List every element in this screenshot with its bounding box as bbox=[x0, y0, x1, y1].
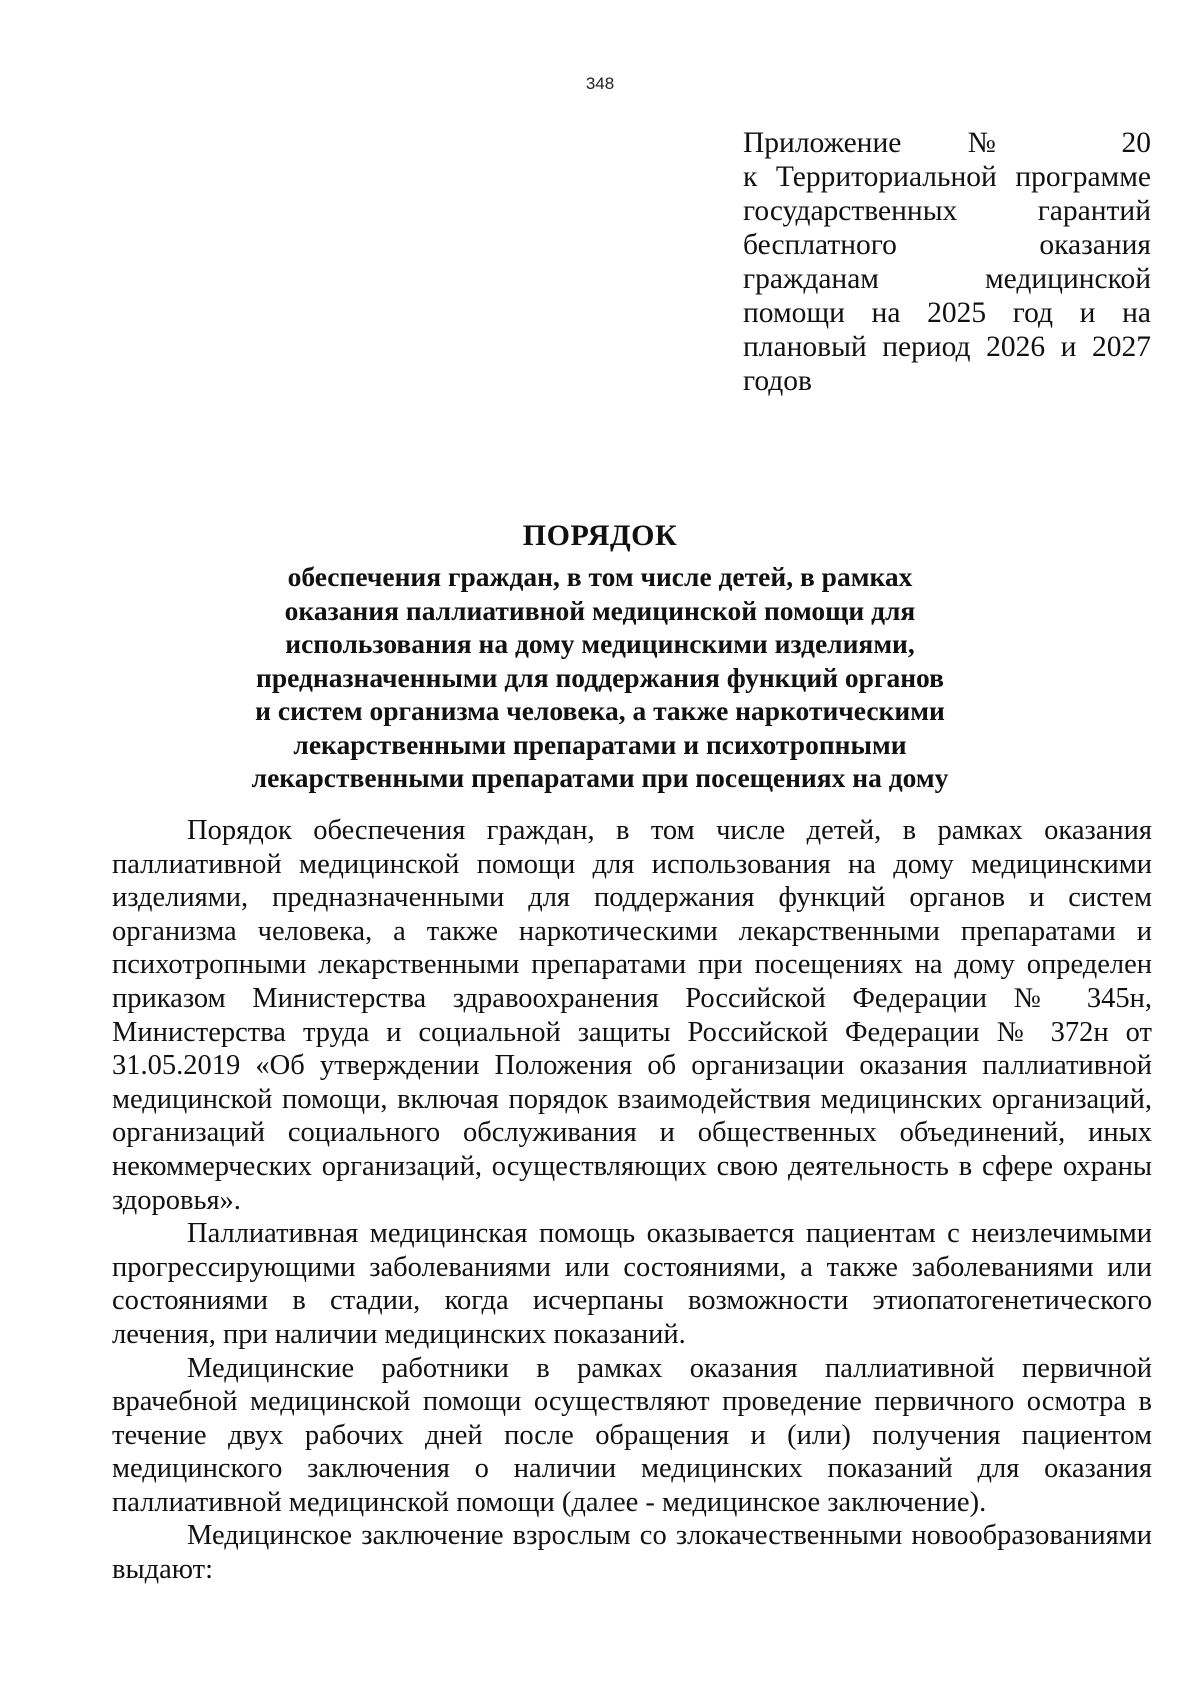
subtitle-line: предназначенными для поддержания функций органов bbox=[256, 661, 944, 693]
body-line: Порядок обеспечения граждан, в том числе детей, в рамках оказания bbox=[187, 815, 1152, 846]
body-line: лечения, при наличии медицинских показаний. bbox=[112, 1318, 686, 1350]
document-heading bbox=[0, 518, 1200, 795]
appendix-line: государственных гарантий bbox=[743, 195, 1151, 227]
body-line: паллиативной медицинской помощи для использования на дому медицинскими bbox=[112, 848, 1152, 880]
subtitle-line: лекарственными препаратами при посещениях на дому bbox=[251, 762, 949, 793]
body-line: Медицинское заключение взрослым со злокачественными новообразованиями bbox=[187, 1520, 1152, 1552]
subtitle-line: использования на дому медицинскими изделиями, bbox=[285, 628, 915, 659]
body-line: приказом Министерства здравоохранения Российской Федерации № 345н, bbox=[112, 982, 1152, 1014]
subtitle-line: обеспечения граждан, в том числе детей, в рамках bbox=[287, 561, 913, 592]
appendix-line: гражданам медицинской bbox=[743, 263, 1151, 295]
body-line: психотропными лекарственными препаратами при посещениях на дому определен bbox=[112, 949, 1152, 981]
body-line: состояниями в стадии, когда исчерпаны возможности этиопатогенетического bbox=[112, 1285, 1152, 1317]
document-title: ПОРЯДОК bbox=[522, 519, 678, 552]
body-line: течение двух рабочих дней после обращения и (или) получения пациентом bbox=[112, 1419, 1152, 1451]
body-line: Министерства труда и социальной защиты Российской Федерации № 372н от bbox=[112, 1016, 1152, 1048]
body-line: медицинского заключения о наличии медицинских показаний для оказания bbox=[112, 1453, 1152, 1485]
body-line: паллиативной медицинской помощи (далее - медицинское заключение). bbox=[112, 1486, 987, 1518]
subtitle-line: и систем организма человека, а также наркотическими bbox=[255, 695, 945, 726]
appendix-block bbox=[743, 126, 1151, 398]
subtitle-line: оказания паллиативной медицинской помощи для bbox=[284, 594, 916, 626]
appendix-line: к Территориальной программе bbox=[743, 161, 1151, 193]
body-line: некоммерческих организаций, осуществляющих свою деятельность в сфере охраны bbox=[112, 1150, 1152, 1182]
body-line: организаций социального обслуживания и общественных объединений, иных bbox=[112, 1117, 1152, 1149]
body-line: организма человека, а также наркотическими лекарственными препаратами и bbox=[112, 915, 1152, 947]
document-body bbox=[112, 814, 1152, 1587]
body-line: прогрессирующими заболеваниями или состояниями, а также заболеваниями или bbox=[112, 1251, 1152, 1283]
document-subtitle bbox=[0, 560, 1200, 795]
body-line: выдают: bbox=[112, 1554, 214, 1586]
body-line: медицинской помощи, включая порядок взаимодействия медицинских организаций, bbox=[112, 1083, 1152, 1115]
body-line: Медицинские работники в рамках оказания паллиативной первичной bbox=[187, 1352, 1152, 1384]
appendix-line: бесплатного оказания bbox=[743, 229, 1151, 261]
body-line: Паллиативная медицинская помощь оказывается пациентам с неизлечимыми bbox=[187, 1218, 1152, 1250]
appendix-line: годов bbox=[743, 365, 812, 397]
appendix-line: плановый период 2026 и 2027 bbox=[743, 331, 1151, 363]
body-line: 31.05.2019 «Об утверждении Положения об организации оказания паллиативной bbox=[112, 1050, 1152, 1082]
body-line: врачебной медицинской помощи осуществляют проведение первичного осмотра в bbox=[112, 1386, 1152, 1418]
subtitle-line: лекарственными препаратами и психотропными bbox=[293, 728, 907, 760]
appendix-line: помощи на 2025 год и на bbox=[743, 297, 1151, 329]
body-line: здоровья». bbox=[112, 1184, 241, 1216]
body-line: изделиями, предназначенными для поддержания функций органов и систем bbox=[112, 882, 1152, 914]
appendix-line: Приложение № 20 bbox=[743, 127, 1151, 159]
page-number: 348 bbox=[585, 74, 615, 93]
